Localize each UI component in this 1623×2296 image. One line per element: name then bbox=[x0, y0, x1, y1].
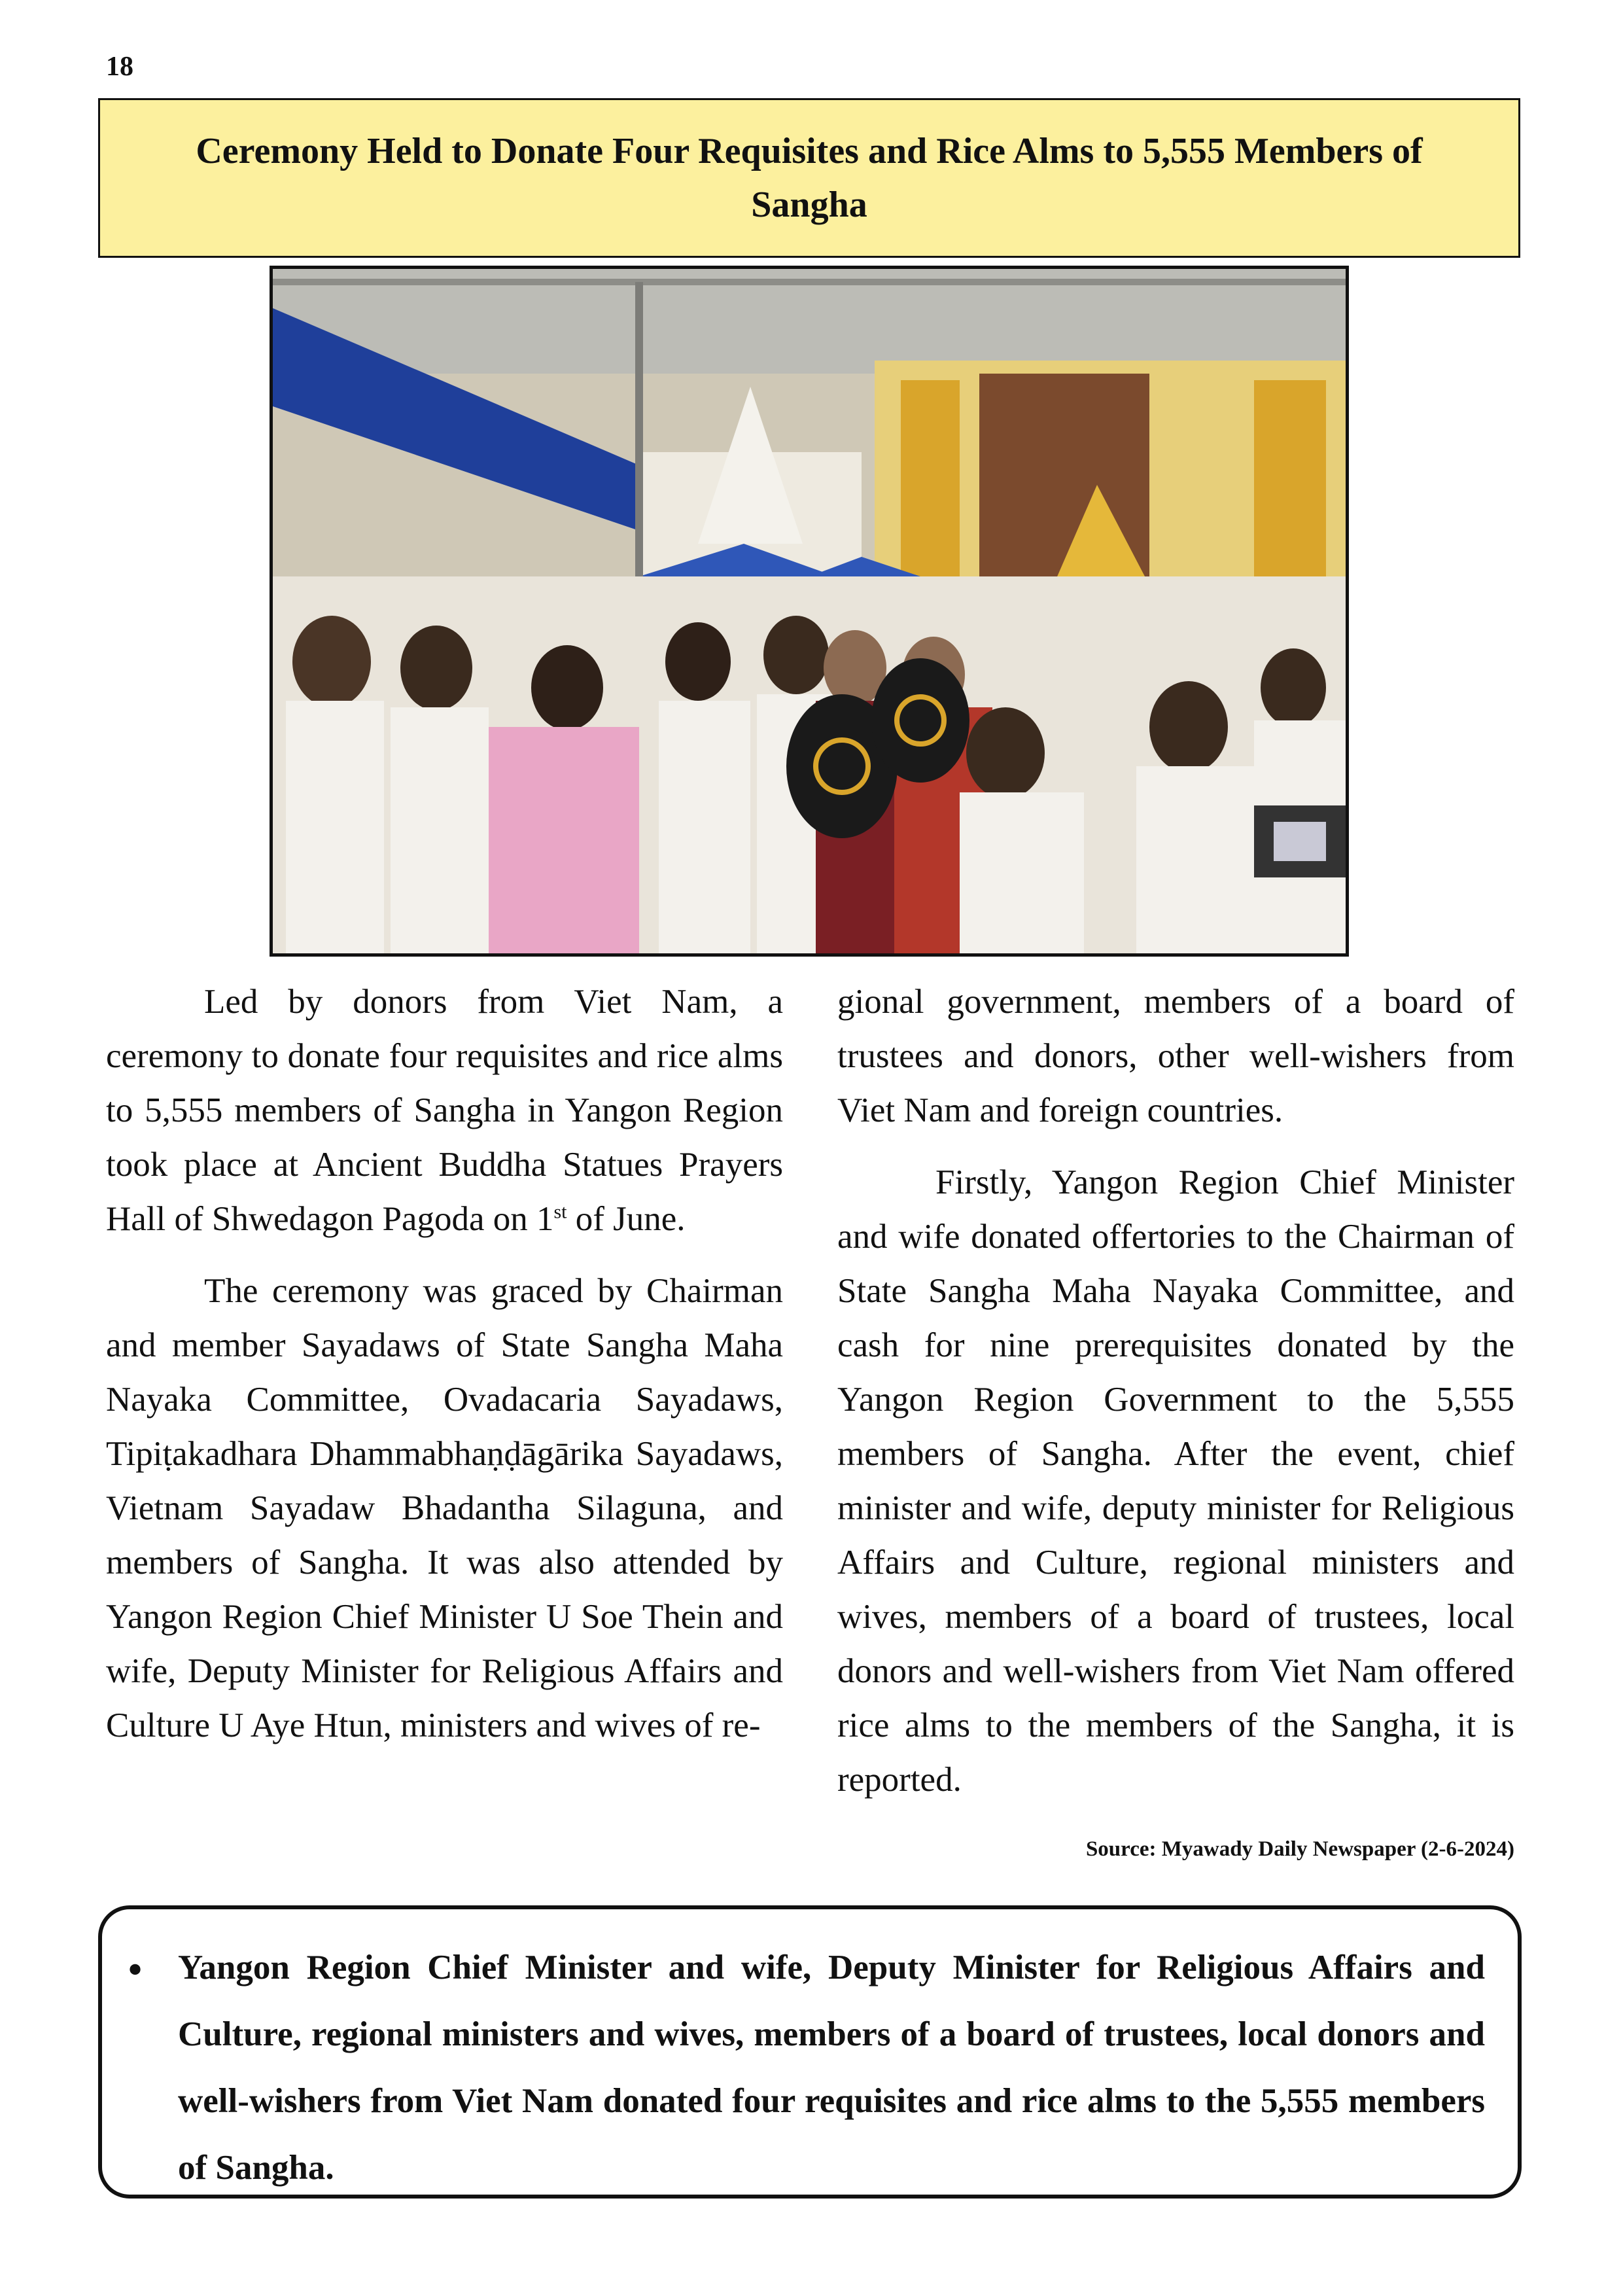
summary-box bbox=[98, 1905, 1522, 2199]
summary-text: Yangon Region Chief Minister and wife, Deputy Minister for Religious Affairs and Culture, regional ministers and wives, members of a board of trustees, local donors and well-wishers from Viet Nam donated four requisites and rice alms to the 5,555 members of Sangha. bbox=[178, 1949, 1485, 2187]
paragraph-1-end: of June. bbox=[567, 1200, 686, 1238]
article-paragraph-2: The ceremony was graced by Chairman and member Sayadaws of State Sangha Maha Nayaka Committee, Ovadacaria Sayadaws, Tipiṭakadhara Dhammabhaṇḍāgārika Sayadaws, Vietnam Sayadaw Bhadantha Silaguna, and members of Sangha. It was also attended by Yangon Region Chief Minister U Soe Thein and wife, Deputy Minister for Religious Affairs and Culture U Aye Htun, ministers and wives of re- bbox=[106, 1272, 783, 1744]
ordinal-suffix: st bbox=[553, 1201, 567, 1223]
title-box bbox=[98, 98, 1520, 258]
article-paragraph-1 bbox=[106, 975, 783, 1246]
article-paragraph-3: Firstly, Yangon Region Chief Minister and wife donated offertories to the Chairman of State Sangha Maha Nayaka Committee, and cash for nine prerequisites donated by the Yangon Region Government to the 5,555 members of Sangha. After the event, chief minister and wife, deputy minister for Religious Affairs and Culture, regional ministers and wives, members of a board of trustees, local donors and well-wishers from Viet Nam offered rice alms to the members of the Sangha, it is reported. bbox=[837, 1163, 1514, 1799]
source-credit: Source: Myawady Daily Newspaper (2-6-2024) bbox=[1085, 1837, 1514, 1861]
article-paragraph-2-continued: gional government, members of a board of trustees and donors, other well-wishers from Viet Nam and foreign countries. bbox=[837, 983, 1514, 1129]
paragraph-1-text: Led by donors from Viet Nam, a ceremony to donate four requisites and rice alms to 5,555 members of Sangha in Yangon Region took place at Ancient Buddha Statues Prayers Hall of Shwedagon Pagoda on 1 bbox=[106, 983, 783, 1238]
page-title: Ceremony Held to Donate Four Requisites and Rice Alms to 5,555 Members of Sangha bbox=[196, 131, 1423, 225]
article-column-right bbox=[837, 975, 1514, 1825]
ceremonial-fan bbox=[871, 658, 969, 783]
bullet-icon: • bbox=[124, 1950, 147, 1992]
ceremony-photo-illustration bbox=[273, 269, 1346, 953]
article-column-left bbox=[106, 975, 783, 1771]
camera-screen bbox=[1274, 822, 1326, 861]
ceremony-photo bbox=[270, 266, 1349, 957]
page-number: 18 bbox=[106, 52, 133, 82]
